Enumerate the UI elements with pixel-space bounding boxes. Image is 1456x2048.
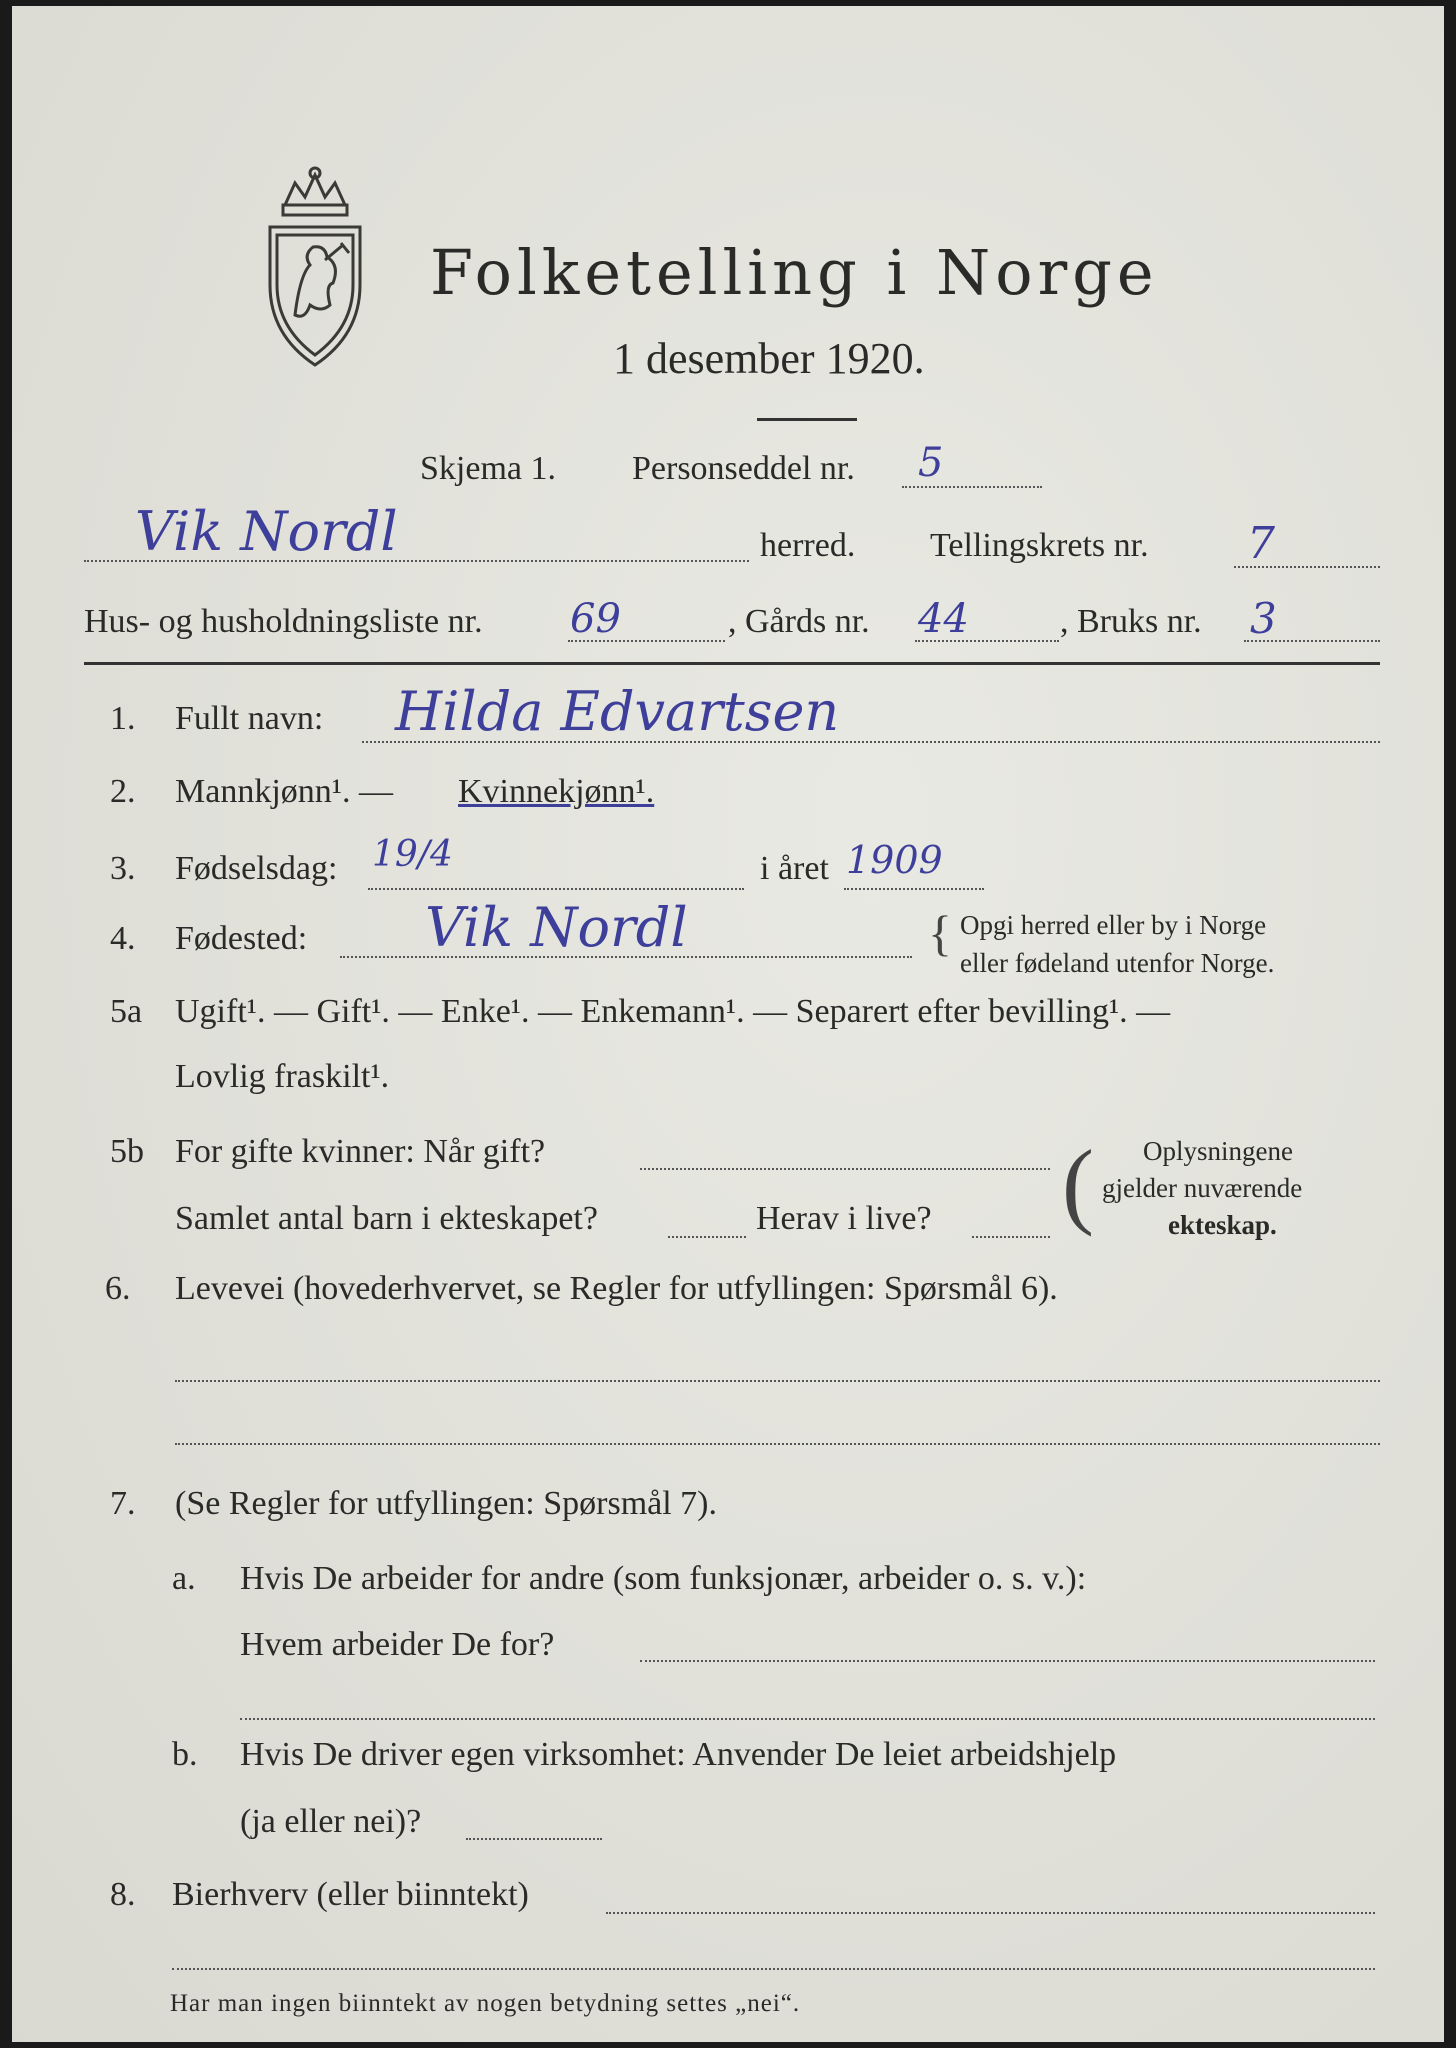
q6-line-1 — [175, 1380, 1380, 1382]
q7b-number: b. — [172, 1736, 198, 1773]
q5b-note-2: gjelder nuværende — [1102, 1173, 1303, 1203]
gards-value: 44 — [918, 596, 969, 642]
q2-number: 2. — [110, 773, 136, 810]
husliste-label: Hus- og husholdningsliste nr. — [84, 603, 483, 640]
gards-label: , Gårds nr. — [728, 603, 870, 640]
bruks-value: 3 — [1250, 594, 1277, 643]
q2-female: Kvinnekjønn¹. — [458, 773, 655, 810]
q6-label: Levevei (hovederhvervet, se Regler for utfyllingen: Spørsmål 6). — [175, 1270, 1058, 1307]
q5b-number: 5b — [110, 1133, 144, 1170]
herred-label: herred. — [760, 527, 856, 564]
bleed-through-text — [470, 80, 476, 107]
tellingskrets-label: Tellingskrets nr. — [930, 527, 1149, 564]
q5a-line-2: Lovlig fraskilt¹. — [175, 1058, 390, 1095]
q5a-number: 5a — [110, 993, 143, 1030]
personseddel-value: 5 — [918, 440, 944, 486]
q8-label: Bierhverv (eller biinntekt) — [172, 1876, 529, 1913]
q5b-line-1: For gifte kvinner: Når gift? — [175, 1133, 546, 1170]
personseddel-line — [902, 486, 1042, 488]
footer-note: Har man ingen biinntekt av nogen betydning settes „nei“. — [170, 1990, 801, 2017]
q3-year-value: 1909 — [846, 838, 943, 882]
coat-of-arms-icon — [255, 165, 375, 370]
q3-label: Fødselsdag: — [175, 850, 338, 887]
q7a-line-2: Hvem arbeider De for? — [240, 1626, 555, 1663]
form-title: Folketelling i Norge — [430, 236, 1159, 309]
section-divider — [84, 662, 1380, 665]
q5a-line-1: Ugift¹. — Gift¹. — Enke¹. — Enkemann¹. — Separert efter bevilling¹. — — [175, 993, 1171, 1030]
q4-note-2: eller fødeland utenfor Norge. — [960, 948, 1275, 978]
q7b-line-2: (ja eller nei)? — [240, 1803, 422, 1840]
q3-year-label: i året — [760, 850, 829, 887]
personseddel-label: Personseddel nr. — [632, 450, 855, 487]
q7b-line — [466, 1838, 602, 1840]
q8-line-extra — [172, 1968, 1375, 1970]
q2-male: Mannkjønn¹. — — [175, 773, 393, 810]
q5b-line-2a: Samlet antal barn i ekteskapet? — [175, 1200, 598, 1237]
q4-note-1: Opgi herred eller by i Norge — [960, 910, 1267, 940]
q7a-line-1: Hvis De arbeider for andre (som funksjonær, arbeider o. s. v.): — [240, 1560, 1087, 1597]
q3-number: 3. — [110, 850, 136, 887]
q5b-line-2b: Herav i live? — [756, 1200, 932, 1237]
q1-number: 1. — [110, 700, 136, 737]
q3-value: 19/4 — [372, 834, 453, 875]
bruks-label: , Bruks nr. — [1060, 603, 1202, 640]
q5b-alive-line — [972, 1236, 1050, 1238]
q8-line — [606, 1912, 1375, 1914]
q3-line — [368, 888, 744, 890]
q7a-line-extra — [240, 1718, 1375, 1720]
q7-number: 7. — [110, 1485, 136, 1522]
q4-number: 4. — [110, 920, 136, 957]
q1-label: Fullt navn: — [175, 700, 324, 737]
q5b-note-1: Oplysningene — [1143, 1136, 1293, 1166]
q3-year-line — [844, 888, 984, 890]
q4-label: Fødested: — [175, 920, 308, 957]
q5b-children-line — [668, 1236, 746, 1238]
q5b-bracket: ( — [1062, 1130, 1094, 1237]
herred-value: Vik Nordl — [135, 500, 398, 563]
q8-number: 8. — [110, 1876, 136, 1913]
q7a-line — [640, 1660, 1375, 1662]
title-divider — [757, 418, 857, 421]
q4-brace: { — [928, 905, 952, 961]
q6-line-2 — [175, 1443, 1380, 1445]
q5b-married-line — [640, 1168, 1050, 1170]
q7a-number: a. — [172, 1560, 196, 1597]
schema-label: Skjema 1. — [420, 450, 556, 487]
husliste-value: 69 — [570, 596, 621, 642]
q6-number: 6. — [105, 1270, 131, 1307]
q5b-note-3: ekteskap. — [1168, 1210, 1277, 1240]
census-date: 1 desember 1920. — [613, 334, 925, 383]
q1-value: Hilda Edvartsen — [395, 680, 840, 743]
q7b-line-1: Hvis De driver egen virksomhet: Anvender De leiet arbeidshjelp — [240, 1736, 1117, 1773]
tellingskrets-value: 7 — [1247, 518, 1275, 569]
q7-label: (Se Regler for utfyllingen: Spørsmål 7). — [175, 1485, 718, 1522]
q4-value: Vik Nordl — [425, 896, 688, 959]
